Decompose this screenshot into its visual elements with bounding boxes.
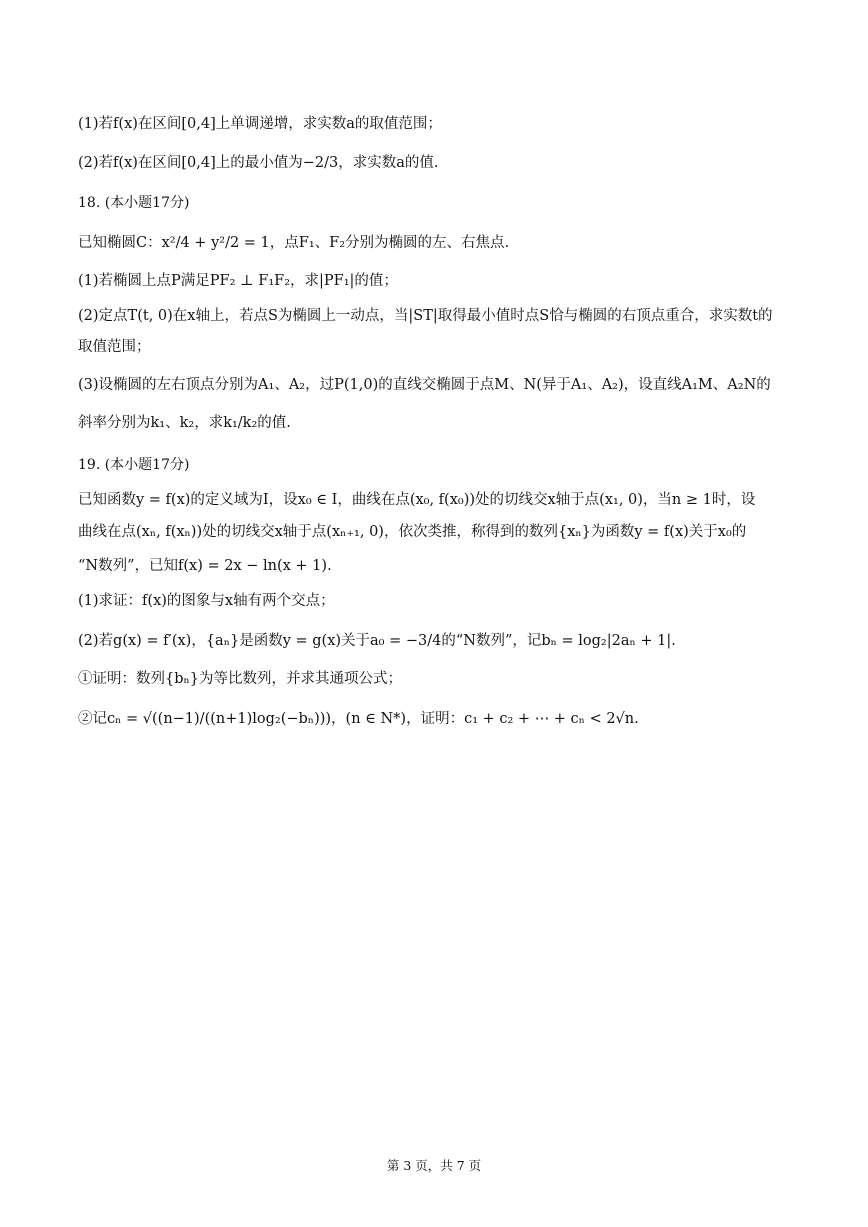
p19-sub1: ①证明：数列{bₙ}为等比数列，并求其通项公式； — [78, 671, 403, 687]
p19-stem-line1: 已知函数y = f(x)的定义域为I，设x₀ ∈ I，曲线在点(x₀, f(x₀))处的切线交x轴于点(x₁, 0)，当n ≥ 1时，设 — [78, 492, 756, 508]
p17-part1: (1)若f(x)在区间[0,4]上单调递增，求实数a的取值范围； — [78, 116, 442, 132]
p19-sub2: ②记cₙ = √((n−1)/((n+1)log₂(−bₙ)))，(n ∈ N*)，证明：c₁ + c₂ + ⋯ + cₙ < 2√n. — [78, 711, 639, 727]
page-footer: 第 3 页，共 7 页 — [386, 1158, 482, 1173]
p18-part3-line1: (3)设椭圆的左右顶点分别为A₁、A₂，过P(1,0)的直线交椭圆于点M、N(异于A₁、A₂)，设直线A₁M、A₂N的 — [78, 377, 771, 393]
p19-part1: (1)求证：f(x)的图象与x轴有两个交点； — [78, 593, 335, 609]
p19-stem-line3: “N数列”，已知f(x) = 2x − ln(x + 1). — [78, 558, 332, 574]
p19-stem-line2: 曲线在点(xₙ, f(xₙ))处的切线交x轴于点(xₙ₊₁, 0)，依次类推，称得到的数列{xₙ}为函数y = f(x)关于x₀的 — [78, 524, 747, 540]
p19-header: 19. (本小题17分) — [78, 457, 190, 473]
p18-part2-line2: 取值范围； — [78, 339, 151, 355]
p18-header: 18. (本小题17分) — [78, 195, 190, 211]
p18-stem: 已知椭圆C：x²/4 + y²/2 = 1，点F₁、F₂分别为椭圆的左、右焦点. — [78, 235, 510, 251]
p17-part2: (2)若f(x)在区间[0,4]上的最小值为−2/3，求实数a的值. — [78, 155, 439, 171]
p18-part2-line1: (2)定点T(t, 0)在x轴上，若点S为椭圆上一动点，当|ST|取得最小值时点S恰与椭圆的右顶点重合，求实数t的 — [78, 308, 773, 324]
p18-part3-line2: 斜率分别为k₁、k₂，求k₁/k₂的值. — [78, 415, 291, 431]
p19-part2: (2)若g(x) = f′(x)，{aₙ}是函数y = g(x)关于a₀ = −3/4的“N数列”，记bₙ = log₂|2aₙ + 1|. — [78, 633, 676, 649]
p18-part1: (1)若椭圆上点P满足PF₂ ⊥ F₁F₂，求|PF₁|的值； — [78, 273, 398, 289]
